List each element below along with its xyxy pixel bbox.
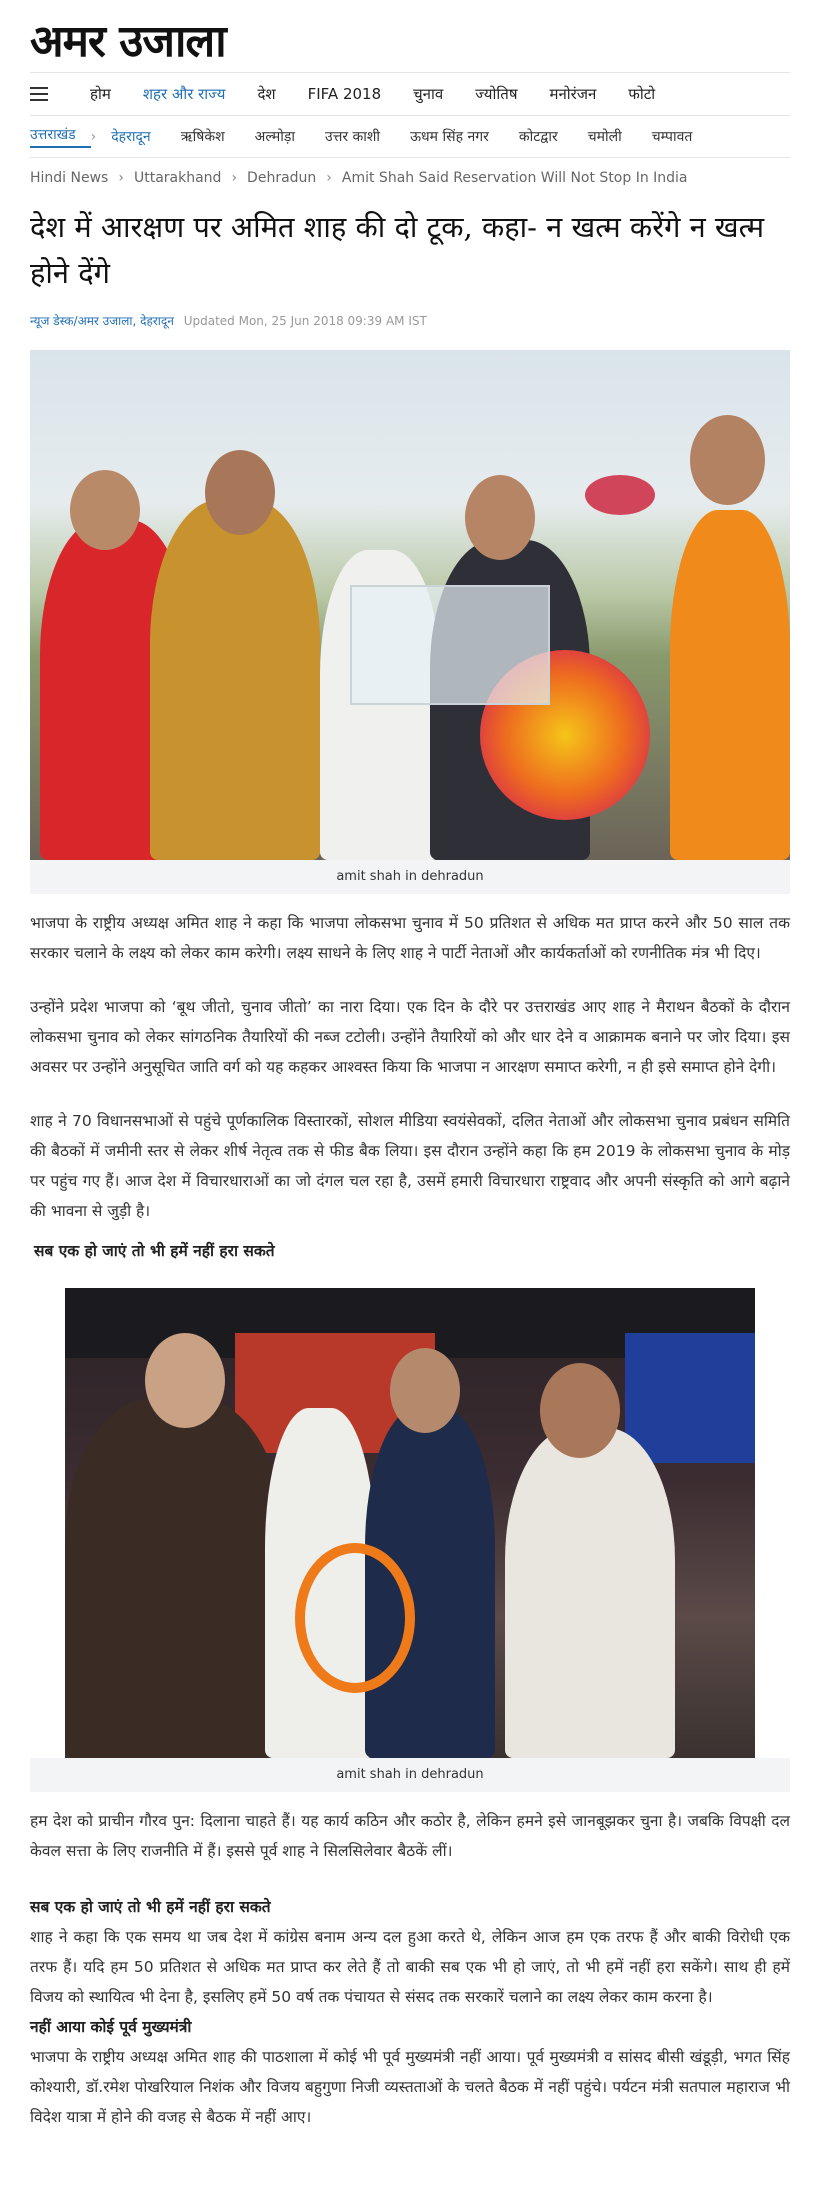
chevron-right-icon: › — [90, 128, 97, 145]
city-nav-item[interactable]: ऊधम सिंह नगर — [410, 129, 489, 145]
photo-person — [150, 500, 320, 860]
nav-item-astrology[interactable]: ज्योतिष — [475, 85, 518, 103]
nav-item-election[interactable]: चुनाव — [413, 85, 444, 103]
breadcrumb — [30, 158, 790, 198]
nav-item-photo[interactable]: फोटो — [628, 85, 656, 103]
article-paragraph: शाह ने 70 विधानसभाओं से पहुंचे पूर्णकालिक विस्तारकों, सोशल मीडिया स्वयंसेवकों, दलित नेताओं और लोकसभा चुनाव प्रबंधन समिति की बैठकों में जमीनी स्तर से लेकर शीर्ष नेतृत्व तक से फीड बैक लिया। इस दौरान उन्होंने कहा कि हम 2019 के लोकसभा चुनाव के मोड़ पर पहुंच गए हैं। आज देश में विचारधाराओं का जो दंगल चल रहा है, उसमें हमारी विचारधारा राष्ट्रवाद और अपनी संस्कृति को आगे बढ़ाने की भावना से जुड़ी है। — [30, 1112, 790, 1220]
chevron-right-icon: › — [231, 170, 238, 186]
city-nav — [30, 116, 790, 158]
nav-item-home[interactable]: होम — [90, 85, 111, 103]
article-photo — [65, 1288, 755, 1758]
photo-person — [205, 450, 275, 535]
photo-lamp-garland — [295, 1543, 415, 1693]
city-nav-state[interactable]: उत्तराखंड — [30, 125, 91, 148]
hamburger-menu-icon[interactable] — [30, 87, 74, 101]
main-nav — [30, 72, 790, 116]
article-paragraph: हम देश को प्राचीन गौरव पुन: दिलाना चाहते हैं। यह कार्य कठिन और कठोर है, लेकिन हमने इसे जानबूझकर चुना है। जबकि विपक्षी दल केवल सत्ता के लिए राजनीति में हैं। इससे पूर्व शाह ने सिलसिलेवार बैठकें लीं। — [30, 1812, 790, 1860]
photo-person — [505, 1428, 675, 1758]
nav-item-entertainment[interactable]: मनोरंजन — [549, 85, 597, 103]
photo-person — [585, 475, 655, 515]
article-paragraph: भाजपा के राष्ट्रीय अध्यक्ष अमित शाह ने कहा कि भाजपा लोकसभा चुनाव में 50 प्रतिशत से अधिक मत प्राप्त करने और 50 साल तक सरकार चलाने के लक्ष्य को लेकर काम करेगी। लक्ष्य साधने के लिए शाह ने पार्टी नेताओं और कार्यकर्ताओं को रणनीतिक मंत्र भी दिए। — [30, 914, 790, 962]
photo-person — [690, 415, 765, 505]
article-paragraph: भाजपा के राष्ट्रीय अध्यक्ष अमित शाह की पाठशाला में कोई भी पूर्व मुख्यमंत्री नहीं आया। पूर्व मुख्यमंत्री व सांसद बीसी खंडूड़ी, भगत सिंह कोश्यारी, डॉ.रमेश पोखरियाल निशंक और विजय बहुगुणा निजी व्यस्तताओं के चलते बैठक में नहीं पहुंचे। पर्यटन मंत्री सतपाल महाराज भी विदेश यात्रा में होने की वजह से बैठक में नहीं आए। — [30, 2048, 790, 2126]
photo-person — [465, 475, 535, 560]
photo-person — [670, 510, 790, 860]
photo-person — [145, 1333, 225, 1428]
breadcrumb-item[interactable]: Hindi News — [30, 170, 109, 186]
nav-item-fifa[interactable]: FIFA 2018 — [307, 85, 382, 103]
header — [30, 0, 790, 68]
photo-memento — [350, 585, 550, 705]
city-nav-item[interactable]: अल्मोड़ा — [254, 129, 296, 145]
photo-person — [65, 1398, 285, 1758]
article-paragraph: उन्होंने प्रदेश भाजपा को ‘बूथ जीतो, चुनाव जीतो’ का नारा दिया। एक दिन के दौरे पर उत्तराखंड आए शाह ने मैराथन बैठकों के दौरान लोकसभा चुनाव को लेकर सांगठनिक तैयारियों की नब्ज टटोली। उन्होंने तैयारियों को और धार देने व आक्रामक बनाने पर जोर दिया। इस अवसर पर उन्होंने अनुसूचित जाति वर्ग को यह कहकर आश्वस्त किया कि भाजपा न आरक्षण समाप्त करेगी, न ही इसे समाप्त होने देगी। — [30, 998, 790, 1076]
article-headline: देश में आरक्षण पर अमित शाह की दो टूक, कहा- न खत्म करेंगे न खत्म होने देंगे — [30, 210, 765, 290]
photo-banner — [625, 1333, 755, 1463]
article-subheading: सब एक हो जाएं तो भी हमें नहीं हरा सकते — [30, 1898, 271, 1916]
city-nav-item[interactable]: कोटद्वार — [518, 129, 558, 145]
photo-person — [70, 470, 140, 550]
chevron-right-icon: › — [326, 170, 332, 186]
photo-caption: amit shah in dehradun — [30, 860, 790, 894]
article-figure-2 — [30, 1288, 790, 1792]
breadcrumb-current: Amit Shah Said Reservation Will Not Stop In India — [341, 170, 688, 186]
article-paragraph: शाह ने कहा कि एक समय था जब देश में कांग्रेस बनाम अन्य दल हुआ करते थे, लेकिन आज हम एक तरफ हैं और बाकी विरोधी एक तरफ हैं। यदि हम 50 प्रतिशत से अधिक मत प्राप्त कर लेते हैं तो बाकी सब एक भी हो जाएं, तो भी हमें नहीं हरा सकेंगे। साथ ही हमें विजय को स्थायित्व भी देना है, इसलिए हमें 50 वर्ष तक पंचायत से संसद तक सरकारें चलाने का लक्ष्य लेकर काम करना है। — [30, 1928, 790, 2006]
chevron-right-icon: › — [118, 170, 124, 186]
city-nav-item[interactable]: ऋषिकेश — [180, 129, 225, 145]
article-subheading: नहीं आया कोई पूर्व मुख्यमंत्री — [30, 2018, 192, 2036]
updated-timestamp: Updated Mon, 25 Jun 2018 09:39 AM IST — [183, 314, 427, 328]
article-subheading: सब एक हो जाएं तो भी हमें नहीं हरा सकते — [34, 1242, 275, 1260]
byline — [30, 312, 790, 332]
nav-item-city-state[interactable]: शहर और राज्य — [142, 85, 226, 103]
article-photo — [30, 350, 790, 860]
photo-caption: amit shah in dehradun — [30, 1758, 790, 1792]
nav-item-country[interactable]: देश — [257, 85, 276, 103]
breadcrumb-item[interactable]: Dehradun — [247, 170, 317, 186]
breadcrumb-item[interactable]: Uttarakhand — [133, 170, 222, 186]
photo-person — [540, 1363, 620, 1458]
photo-person — [390, 1348, 460, 1433]
city-nav-item[interactable]: उत्तर काशी — [325, 129, 381, 145]
site-logo[interactable]: अमर उजाला — [30, 16, 226, 67]
city-nav-item[interactable]: चम्पावत — [651, 129, 693, 145]
city-nav-item[interactable]: चमोली — [587, 129, 622, 145]
city-nav-item[interactable]: देहरादून — [111, 129, 151, 145]
article-figure-1 — [30, 350, 790, 894]
author-link[interactable]: न्यूज डेस्क/अमर उजाला, देहरादून — [30, 314, 174, 328]
